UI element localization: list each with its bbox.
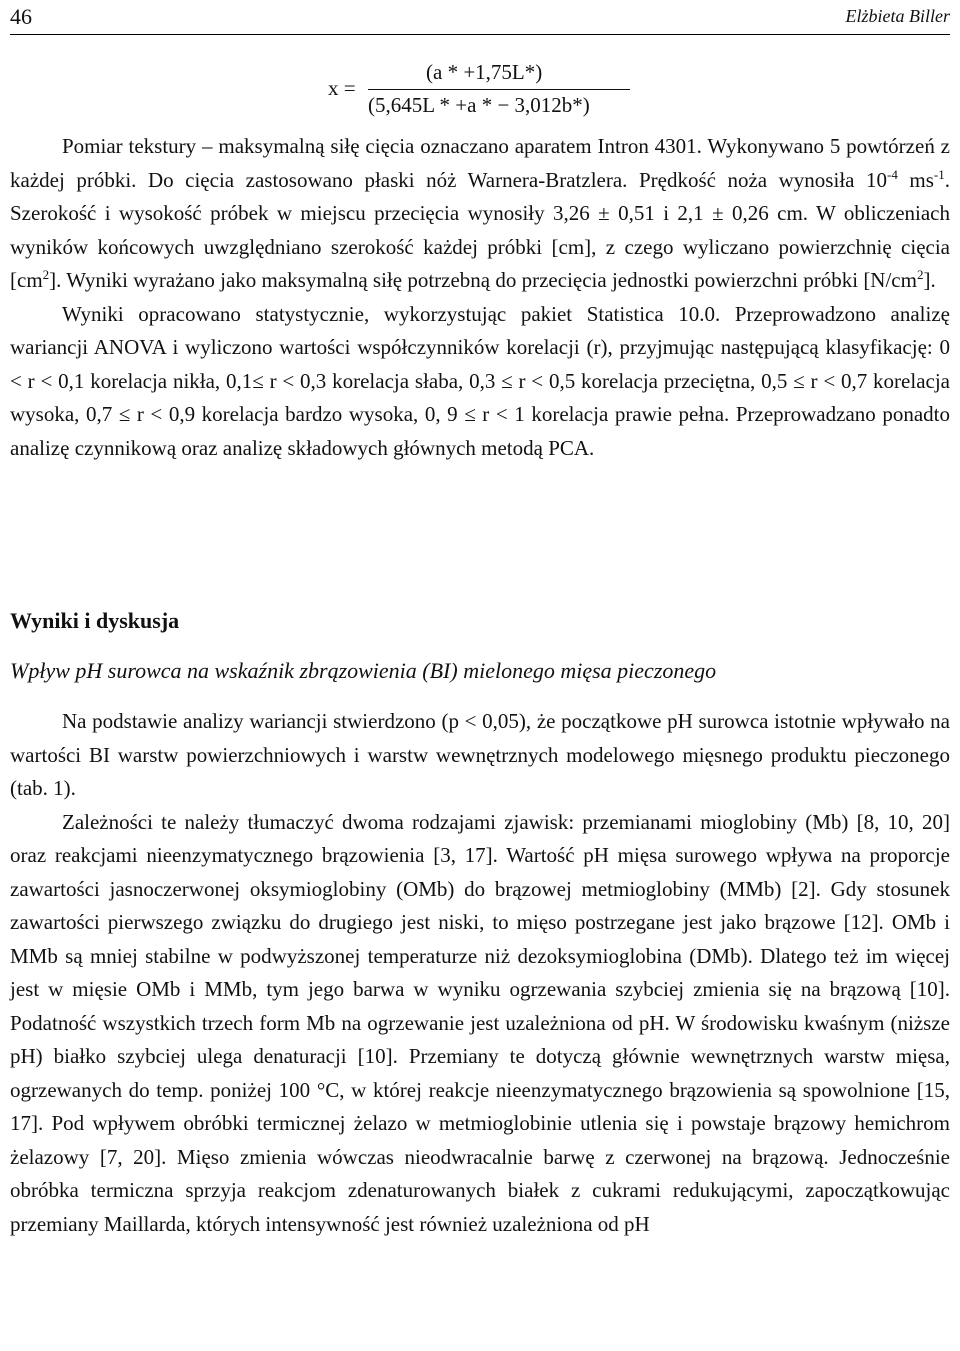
text-run: ms [897,167,934,192]
page-header [10,0,950,35]
running-author: Elżbieta Biller [845,6,950,26]
formula-numerator: (a * +1,75L*) [426,60,543,84]
page-number: 46 [10,4,32,29]
superscript: -4 [887,166,898,182]
superscript: 2 [42,267,50,282]
methods-text [10,130,950,465]
section-heading: Wyniki i dyskusja [10,608,180,633]
fraction-bar [368,89,630,90]
text-run: ]. [923,268,936,292]
text-run: Pomiar tekstury – maksymalną siłę cięcia oznaczano aparatem Intron 4301. Wykonywano 5 powtórzeń z każdej próbki. Do cięcia zastosowano płaski nóż Warnera-Bratzlera. Prędkość noża wynosiła 10 [10,134,950,192]
formula-lhs: x = [328,76,356,100]
results-paragraph-anova: Na podstawie analizy wariancji stwierdzono (p < 0,05), że początkowe pH surowca istotnie wpływało na wartości BI warstw powierzchniowych i warstw wewnętrznych modelowego mięsnego produktu pieczonego (tab. 1). [10,709,950,800]
formula-denominator: (5,645L * +a * − 3,012b*) [368,93,590,117]
subsection-heading: Wpływ pH surowca na wskaźnik zbrązowienia (BI) mielonego mięsa pieczonego [10,658,717,683]
results-text [10,705,950,1241]
results-paragraph-myoglobin: Zależności te należy tłumaczyć dwoma rodzajami zjawisk: przemianami mioglobiny (Mb) [8, 10, 20] oraz reakcjami nieenzymatycznego brązowienia [3, 17]. Wartość pH mięsa surowego wpływa na proporcje zawartości jasnoczerwonej oksymioglobiny (OMb) do brązowej metmioglobiny (MMb) [2]. Gdy stosunek zawartości pierwszego związku do drugiego jest niski, to mięso postrzegane jest jako brązowe [12]. OMb i MMb są mniej stabilne w podwyższonej temperaturze niż dezoksymioglobina (DMb). Dlatego też im więcej jest w mięsie OMb i MMb, tym jego barwa w wyniku ogrzewania szybciej zmienia się na brązową [10]. Podatność wszystkich trzech form Mb na ogrzewanie jest uzależniona od pH. W środowisku kwaśnym (niższe pH) białko szybciej ulega denaturacji [10]. Przemiany te dotyczą głównie wewnętrznych warstw mięsa, ogrzewanych do temp. poniżej 100 °C, w której reakcje nieenzymatycznego brązowienia są spowolnione [15, 17]. Pod wpływem obróbki termicznej żelazo w metmioglobinie utlenia się i powstaje brązowy hemichrom żelazowy [7, 20]. Mięso zmienia wówczas nieodwracalnie barwę z czerwonej na brązową. Jednocześnie obróbka termiczna sprzyja reakcjom zdenaturowanych białek z cukrami redukującymi, zapoczątkowując przemiany Maillarda, których intensywność jest również uzależniona od pH [10,809,950,1236]
superscript: 2 [916,267,924,282]
superscript: -1 [933,166,945,182]
methods-paragraph-texture [10,130,950,298]
methods-paragraph-statistics: Wyniki opracowano statystycznie, wykorzystując pakiet Statistica 10.0. Przeprowadzono analizę wariancji ANOVA i wyliczono wartości współczynników korelacji (r), przyjmując następującą klasyfikację: 0 < r < 0,1 korelacja nikła, 0,1≤ r < 0,3 korelacja słaba, 0,3 ≤ r < 0,5 korelacja przeciętna, 0,5 ≤ r < 0,7 korelacja wysoka, 0,7 ≤ r < 0,9 korelacja bardzo wysoka, 0, 9 ≤ r < 1 korelacja prawie pełna. Przeprowadzano ponadto analizę czynnikową oraz analizę składowych głównych metodą PCA. [10,301,950,460]
text-run: ]. Wyniki wyrażano jako maksymalną siłę potrzebną do przecięcia jednostki powierzchni próbki [N/cm [49,268,917,292]
text-run: . Szerokość i wysokość próbek w miejscu przecięcia wynosiły 3,26 ± 0,51 i 2,1 ± 0,26 cm. W obliczeniach wyników końcowych uwzględniano szerokość każdej próbki [cm], z czego wyliczano powierzchnię cięcia [cm [10,167,950,292]
